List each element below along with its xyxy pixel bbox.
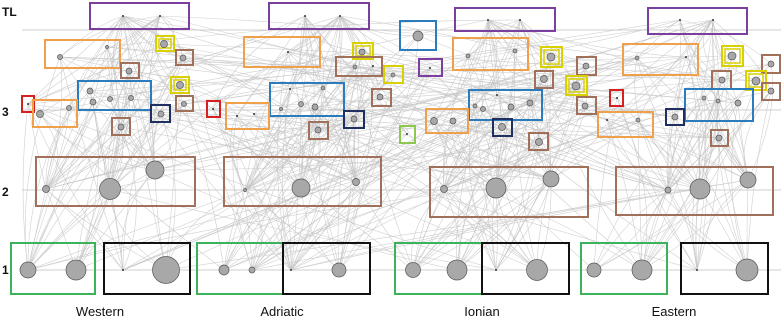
species-node — [413, 31, 423, 41]
species-node — [177, 82, 184, 89]
species-node — [466, 54, 470, 58]
species-node — [159, 15, 161, 17]
species-node — [108, 97, 113, 102]
species-node — [702, 96, 706, 100]
species-node — [690, 179, 710, 199]
trophic-link — [496, 188, 497, 270]
trophic-link — [46, 16, 160, 189]
species-node — [290, 269, 292, 271]
species-node — [499, 124, 506, 131]
species-node — [372, 65, 374, 67]
species-node — [161, 41, 168, 48]
species-node — [672, 114, 678, 120]
level-label-3: 3 — [2, 105, 9, 119]
species-node — [332, 263, 346, 277]
species-node — [249, 267, 255, 273]
region-label-adriatic: Adriatic — [260, 304, 304, 319]
trophic-link — [224, 189, 444, 270]
species-node — [122, 269, 124, 271]
level-labels — [2, 5, 17, 277]
species-node — [359, 49, 365, 55]
species-node — [536, 139, 543, 146]
species-node — [632, 260, 652, 280]
species-node — [122, 15, 124, 17]
species-node — [685, 56, 687, 58]
trophic-link — [110, 189, 123, 270]
species-node — [635, 56, 639, 60]
species-node — [43, 186, 50, 193]
species-node — [728, 52, 736, 60]
species-node — [212, 108, 214, 110]
species-node — [450, 118, 456, 124]
species-node — [712, 19, 714, 21]
species-node — [716, 99, 720, 103]
region-label-ionian: Ionian — [464, 304, 500, 319]
species-node — [473, 104, 477, 108]
species-node — [406, 133, 408, 135]
species-node — [182, 102, 187, 107]
species-node — [289, 88, 291, 90]
species-node — [180, 55, 186, 61]
level-label-1: 1 — [2, 263, 9, 277]
level-label-2: 2 — [2, 185, 9, 199]
species-node — [636, 118, 640, 122]
species-node — [158, 111, 164, 117]
species-node — [547, 53, 555, 61]
species-node — [406, 263, 421, 278]
species-node — [287, 51, 289, 53]
species-node — [582, 103, 588, 109]
species-node — [736, 259, 758, 281]
species-node — [351, 116, 357, 122]
species-node — [696, 269, 698, 271]
species-node — [299, 102, 304, 107]
species-node — [20, 262, 36, 278]
species-node — [431, 118, 438, 125]
species-node — [496, 94, 498, 96]
species-node — [90, 99, 96, 105]
species-node — [353, 179, 360, 186]
trophic-link — [488, 20, 502, 127]
species-node — [508, 104, 514, 110]
species-node — [616, 97, 618, 99]
trophic-links — [23, 16, 773, 270]
level1-box-green — [197, 243, 283, 294]
species-node — [339, 15, 341, 17]
species-node — [487, 19, 489, 21]
species-node — [129, 96, 134, 101]
species-node — [118, 124, 124, 130]
trophic-link — [25, 57, 60, 270]
trophic-link — [551, 120, 638, 179]
species-node — [146, 161, 164, 179]
species-node — [353, 65, 357, 69]
species-node — [312, 104, 318, 110]
level-label-tl: TL — [2, 5, 17, 19]
species-node — [27, 103, 29, 105]
species-node — [87, 88, 93, 94]
species-node — [441, 186, 448, 193]
species-node — [716, 135, 722, 141]
species-node — [752, 77, 760, 85]
species-node — [244, 189, 247, 192]
trophic-link — [224, 182, 356, 270]
compartment-box-orange — [45, 40, 120, 68]
species-node — [37, 111, 44, 118]
species-node — [541, 76, 548, 83]
species-node — [67, 106, 72, 111]
species-node — [377, 94, 383, 100]
trophic-link — [252, 188, 301, 270]
region-label-eastern: Eastern — [651, 304, 697, 319]
species-node — [391, 73, 395, 77]
region-label-western: Western — [75, 304, 125, 319]
species-node — [481, 107, 486, 112]
species-node — [740, 172, 756, 188]
species-node — [304, 15, 306, 17]
species-node — [106, 46, 109, 49]
species-node — [527, 260, 548, 281]
species-node — [735, 100, 741, 106]
species-node — [665, 187, 671, 193]
species-node — [572, 82, 580, 90]
species-node — [219, 265, 229, 275]
species-node — [292, 179, 310, 197]
species-node — [768, 61, 774, 67]
species-node — [253, 113, 255, 115]
species-node — [543, 171, 559, 187]
trophic-link — [607, 120, 642, 270]
trophic-link — [166, 190, 245, 270]
species-node — [513, 49, 517, 53]
species-node — [606, 119, 608, 121]
species-node — [100, 179, 121, 200]
species-node — [519, 19, 521, 21]
species-node — [486, 178, 506, 198]
species-node — [583, 63, 589, 69]
species-node — [719, 77, 725, 83]
species-node — [66, 260, 86, 280]
trophic-link — [668, 190, 747, 270]
species-node — [429, 67, 431, 69]
species-node — [58, 55, 63, 60]
species-node — [587, 263, 601, 277]
species-node — [768, 88, 774, 94]
species-node — [153, 257, 180, 284]
species-node — [495, 269, 497, 271]
species-node — [236, 115, 238, 117]
species-node — [126, 68, 132, 74]
species-node — [679, 19, 681, 21]
species-node — [280, 108, 283, 111]
species-node — [321, 86, 325, 90]
species-node — [447, 260, 467, 280]
species-node — [527, 100, 533, 106]
species-node — [315, 127, 321, 133]
